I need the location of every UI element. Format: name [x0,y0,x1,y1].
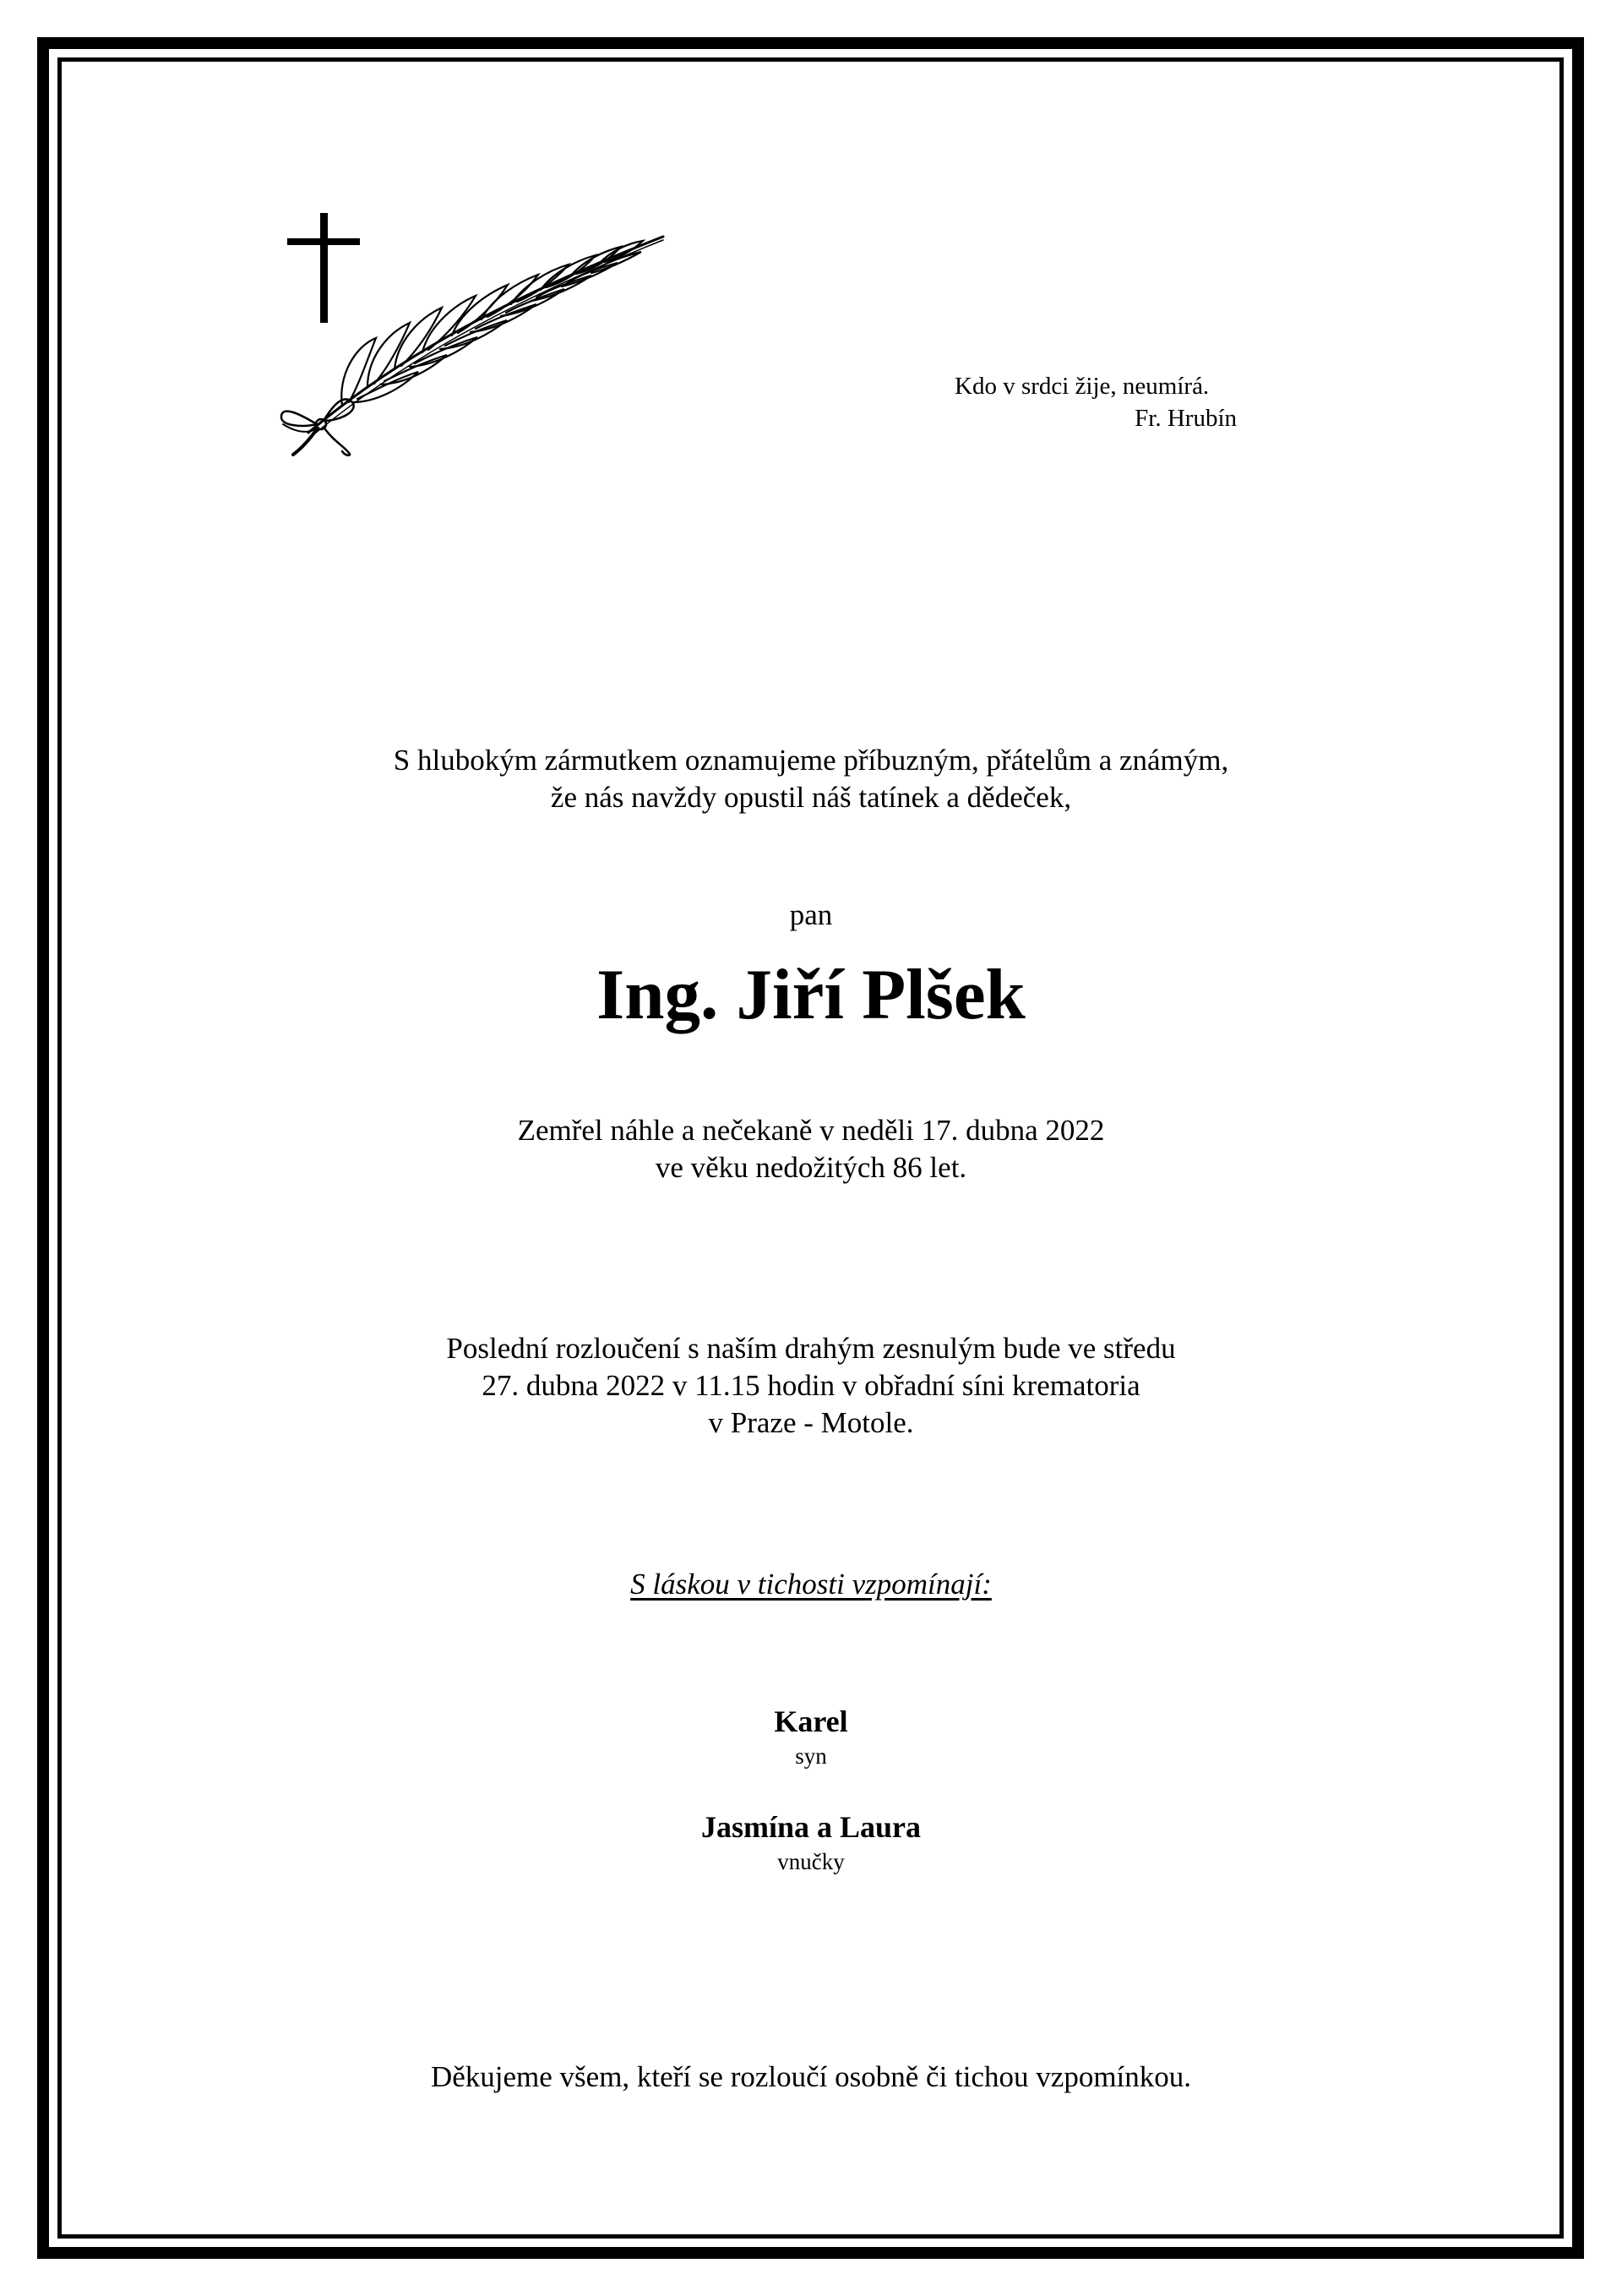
death-info-line: ve věku nedožitých 86 let. [655,1151,967,1184]
mourner [0,1808,1622,1877]
mourners-heading [0,1566,1622,1603]
mourners-heading-text: S láskou v tichosti vzpomínají: [630,1568,992,1601]
palm-branch-icon [281,237,663,455]
motto [955,370,1259,434]
mourner-name: Jasmína a Laura [700,1810,922,1844]
mourner-relation: vnučky [777,1849,845,1874]
death-info-line: Zemřel náhle a nečekaně v neděli 17. dubna 2022 [517,1114,1105,1147]
motto-text: Kdo v srdci žije, neumírá. [955,373,1210,400]
farewell-line: 27. dubna 2022 v 11.15 hodin v obřadní síni krematoria [482,1369,1140,1402]
mourner [0,1702,1622,1771]
closing-thanks: Děkujeme všem, kteří se rozloučí osobně či tichou vzpomínkou. [430,2060,1192,2093]
mourner-relation: syn [795,1743,827,1769]
announcement [0,742,1622,816]
deceased-name: Ing. Jiří Plšek [596,955,1026,1034]
motto-author: Fr. Hrubín [1135,405,1237,432]
death-info [0,1112,1622,1186]
mourner-name: Karel [774,1704,848,1738]
farewell-line: Poslední rozloučení s naším drahým zesnulým bude ve středu [446,1332,1176,1365]
salutation: pan [789,898,833,931]
announcement-line: že nás navždy opustil náš tatínek a dědeček, [550,781,1072,814]
cross-icon [287,213,360,323]
announcement-line: S hlubokým zármutkem oznamujeme příbuzným, přátelům a známým, [393,744,1229,777]
farewell-info [0,1330,1622,1442]
farewell-line: v Praze - Motole. [708,1406,914,1439]
emblem [249,203,689,456]
